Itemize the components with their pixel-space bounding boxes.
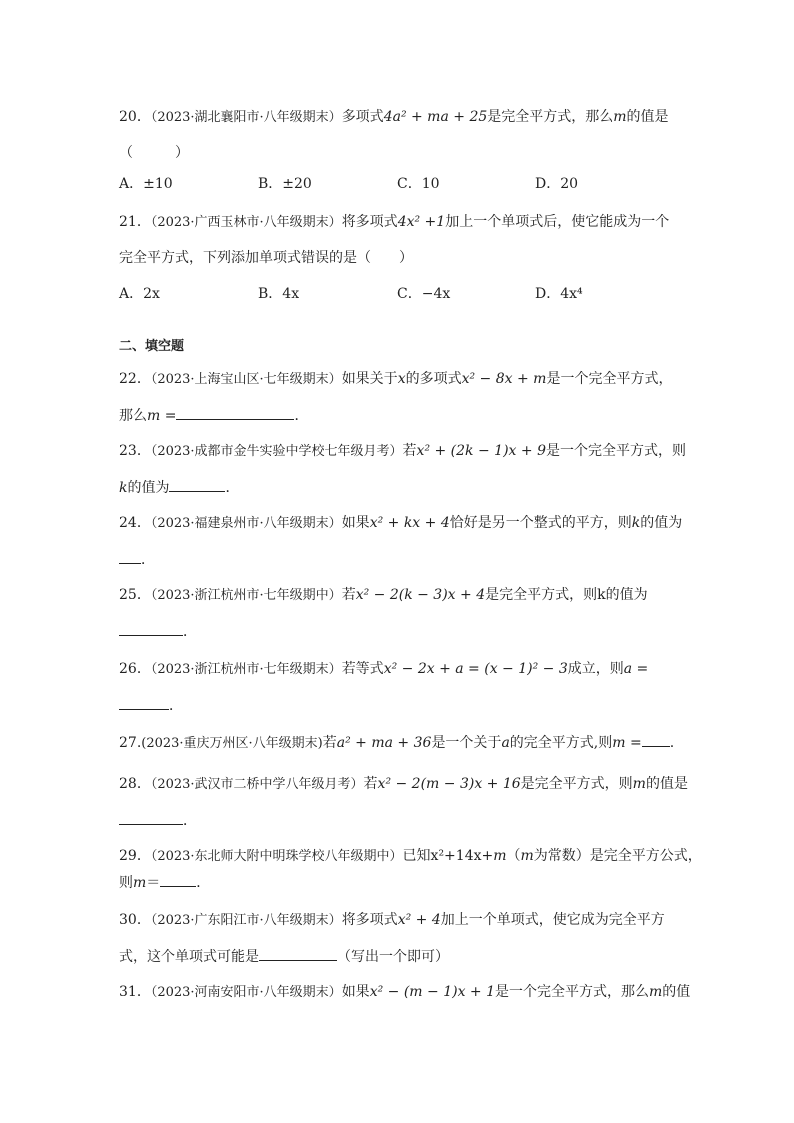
- question-text: 多项式: [341, 109, 384, 125]
- question-23: [119, 441, 686, 462]
- math-expression: a =: [623, 661, 649, 677]
- question-text: 如果: [341, 515, 370, 531]
- question-text: （: [506, 848, 521, 864]
- question-23-line2: [119, 477, 239, 498]
- option-b: B．4x: [258, 286, 300, 302]
- question-text: （写出一个即可）: [337, 949, 449, 965]
- question-source: （2023·浙江杭州市·七年级期末）: [150, 662, 342, 677]
- answer-blank[interactable]: [119, 549, 141, 564]
- math-expression: a² + ma + 36: [336, 735, 432, 751]
- math-expression: m =: [147, 408, 177, 424]
- question-text: 为常数）是完全平方公式，: [533, 848, 702, 864]
- answer-blank[interactable]: [169, 477, 225, 492]
- question-text: 的值为: [127, 480, 170, 496]
- question-20: [119, 107, 669, 128]
- question-number: 29．: [119, 848, 151, 864]
- math-expression: x² − 2(m − 3)x + 16: [377, 776, 521, 792]
- punctuation: ．: [169, 698, 183, 714]
- question-text: 的值是: [645, 776, 688, 792]
- question-text: 是完全平方式，那么: [487, 109, 614, 125]
- question-text: 若等式: [341, 661, 384, 677]
- question-27: [119, 732, 674, 754]
- question-text: 将多项式: [341, 912, 398, 928]
- section-title: 二、填空题: [119, 339, 185, 354]
- question-text: 加上一个单项式后，使它能成为一个: [445, 214, 670, 230]
- option-a: A．±10: [119, 176, 173, 192]
- question-source: （2023·东北师大附中明珠学校八年级期中）: [150, 849, 403, 864]
- question-text: 恰好是另一个整式的平方，则: [449, 515, 632, 531]
- question-source: （2023·成都市金牛实验中学校七年级月考）: [150, 444, 403, 459]
- math-variable: m: [133, 875, 147, 891]
- question-source: (2023·重庆万州区·八年级期末): [141, 736, 323, 751]
- question-source: （2023·福建泉州市·八年级期末）: [150, 516, 342, 531]
- punctuation: ．: [225, 480, 240, 496]
- punctuation: ．: [294, 408, 309, 424]
- question-26: [119, 659, 648, 680]
- answer-blank[interactable]: [119, 810, 183, 825]
- question-source: （2023·上海宝山区·七年级期末）: [150, 372, 342, 387]
- question-31: [119, 982, 690, 1003]
- math-expression: x² − 2(k − 3)x + 4: [355, 587, 486, 603]
- question-text: 已知x²+14x+: [402, 848, 494, 864]
- punctuation: ．: [196, 875, 211, 891]
- question-source: （2023·广东阳江市·八年级期末）: [150, 913, 342, 928]
- question-22: [119, 369, 672, 390]
- question-text: 加上一个单项式，使它成为完全平方: [440, 912, 665, 928]
- question-text: 的值为: [640, 515, 683, 531]
- question-text: 的完全平方式,则: [509, 735, 613, 751]
- question-number: 22．: [119, 371, 151, 387]
- answer-blank[interactable]: [160, 872, 196, 887]
- option-a: A．2x: [119, 286, 160, 302]
- option-b: B．±20: [258, 176, 312, 192]
- math-expression: x² + 4: [397, 912, 441, 928]
- question-text: 如果: [341, 984, 370, 1000]
- question-source: （2023·武汉市二桥中学八年级月考）: [150, 777, 364, 792]
- question-28: [119, 774, 688, 795]
- math-variable: a: [501, 735, 510, 751]
- question-text: 是完全平方式，则k的值为: [485, 587, 648, 603]
- question-number: 23．: [119, 443, 151, 459]
- question-26-line2: [119, 695, 183, 716]
- question-source: （2023·广西玉林市·八年级期末）: [150, 215, 342, 230]
- question-number: 31．: [119, 984, 151, 1000]
- question-text: 将多项式: [341, 214, 398, 230]
- answer-blank[interactable]: [259, 946, 337, 961]
- math-variable: m: [649, 984, 663, 1000]
- question-text: 如果关于: [341, 371, 398, 387]
- question-text: 那么: [119, 408, 147, 424]
- punctuation: ．: [183, 624, 197, 640]
- question-number: 25．: [119, 587, 151, 603]
- question-number: 28．: [119, 776, 151, 792]
- option-d: D．20: [535, 176, 579, 192]
- question-text: 是完全平方式，则: [520, 776, 633, 792]
- question-source: （2023·湖北襄阳市·八年级期末）: [150, 110, 342, 125]
- punctuation: .: [669, 735, 675, 751]
- question-25-line2: [119, 621, 197, 642]
- question-24-line2: [119, 549, 155, 570]
- math-expression: 4a² + ma + 25: [383, 109, 488, 125]
- answer-paren: （ ）: [119, 145, 189, 161]
- question-29: [119, 846, 702, 867]
- math-expression: 4x² +1: [397, 214, 446, 230]
- answer-blank[interactable]: [119, 621, 183, 636]
- math-variable: m: [613, 109, 627, 125]
- question-source: （2023·浙江杭州市·七年级期中）: [150, 588, 342, 603]
- question-text: 若: [402, 443, 417, 459]
- question-number: 21．: [119, 214, 151, 230]
- math-variable: m: [520, 848, 534, 864]
- question-number: 24．: [119, 515, 151, 531]
- question-number: 30．: [119, 912, 151, 928]
- question-text: 是一个关于: [431, 735, 502, 751]
- question-text: 式，这个单项式可能是: [119, 949, 259, 965]
- option-c: C．−4x: [397, 286, 451, 302]
- option-d: D．4x⁴: [535, 286, 583, 302]
- answer-blank[interactable]: [119, 695, 169, 710]
- punctuation: ．: [141, 552, 155, 568]
- question-text: 成立，则: [567, 661, 624, 677]
- math-variable: m: [493, 848, 507, 864]
- question-text: 则: [119, 875, 133, 891]
- question-text: 若: [363, 776, 378, 792]
- answer-blank[interactable]: [642, 732, 670, 747]
- question-30-line2: [119, 946, 449, 967]
- math-variable: m: [632, 776, 646, 792]
- question-21-line2: 完全平方式，下列添加单项式错误的是（ ）: [119, 250, 413, 266]
- question-text: 是一个完全平方式，则: [545, 443, 686, 459]
- question-text: 是一个完全平方式，: [546, 371, 673, 387]
- question-24: [119, 513, 682, 534]
- question-text: 的多项式: [405, 371, 462, 387]
- question-text: 的值是: [626, 109, 669, 125]
- option-c: C．10: [397, 176, 440, 192]
- question-25: [119, 585, 648, 606]
- math-variable: x: [397, 371, 406, 387]
- question-28-line2: [119, 810, 197, 831]
- math-expression: x² + (2k − 1)x + 9: [416, 443, 546, 459]
- question-number: 27.: [119, 735, 142, 751]
- question-source: （2023·河南安阳市·八年级期末）: [150, 985, 342, 1000]
- question-number: 26．: [119, 661, 151, 677]
- question-29-line2: [119, 872, 210, 893]
- math-expression: x² − 8x + m: [461, 371, 547, 387]
- question-30: [119, 910, 665, 931]
- math-expression: m =: [612, 735, 642, 751]
- question-text: 是一个完全平方式，那么: [495, 984, 649, 1000]
- answer-blank[interactable]: [176, 405, 294, 420]
- question-text: ＝: [146, 875, 161, 891]
- math-variable: k: [631, 515, 641, 531]
- question-22-line2: [119, 405, 308, 426]
- question-text: 若: [322, 735, 337, 751]
- question-number: 20．: [119, 109, 151, 125]
- question-text: 的值: [662, 984, 691, 1000]
- math-expression: x² − 2x + a = (x − 1)² − 3: [383, 661, 568, 677]
- question-text: 若: [341, 587, 356, 603]
- math-expression: x² + kx + 4: [369, 515, 450, 531]
- question-21: [119, 212, 669, 233]
- punctuation: ．: [183, 813, 197, 829]
- math-variable: k: [119, 480, 128, 496]
- math-expression: x² − (m − 1)x + 1: [369, 984, 495, 1000]
